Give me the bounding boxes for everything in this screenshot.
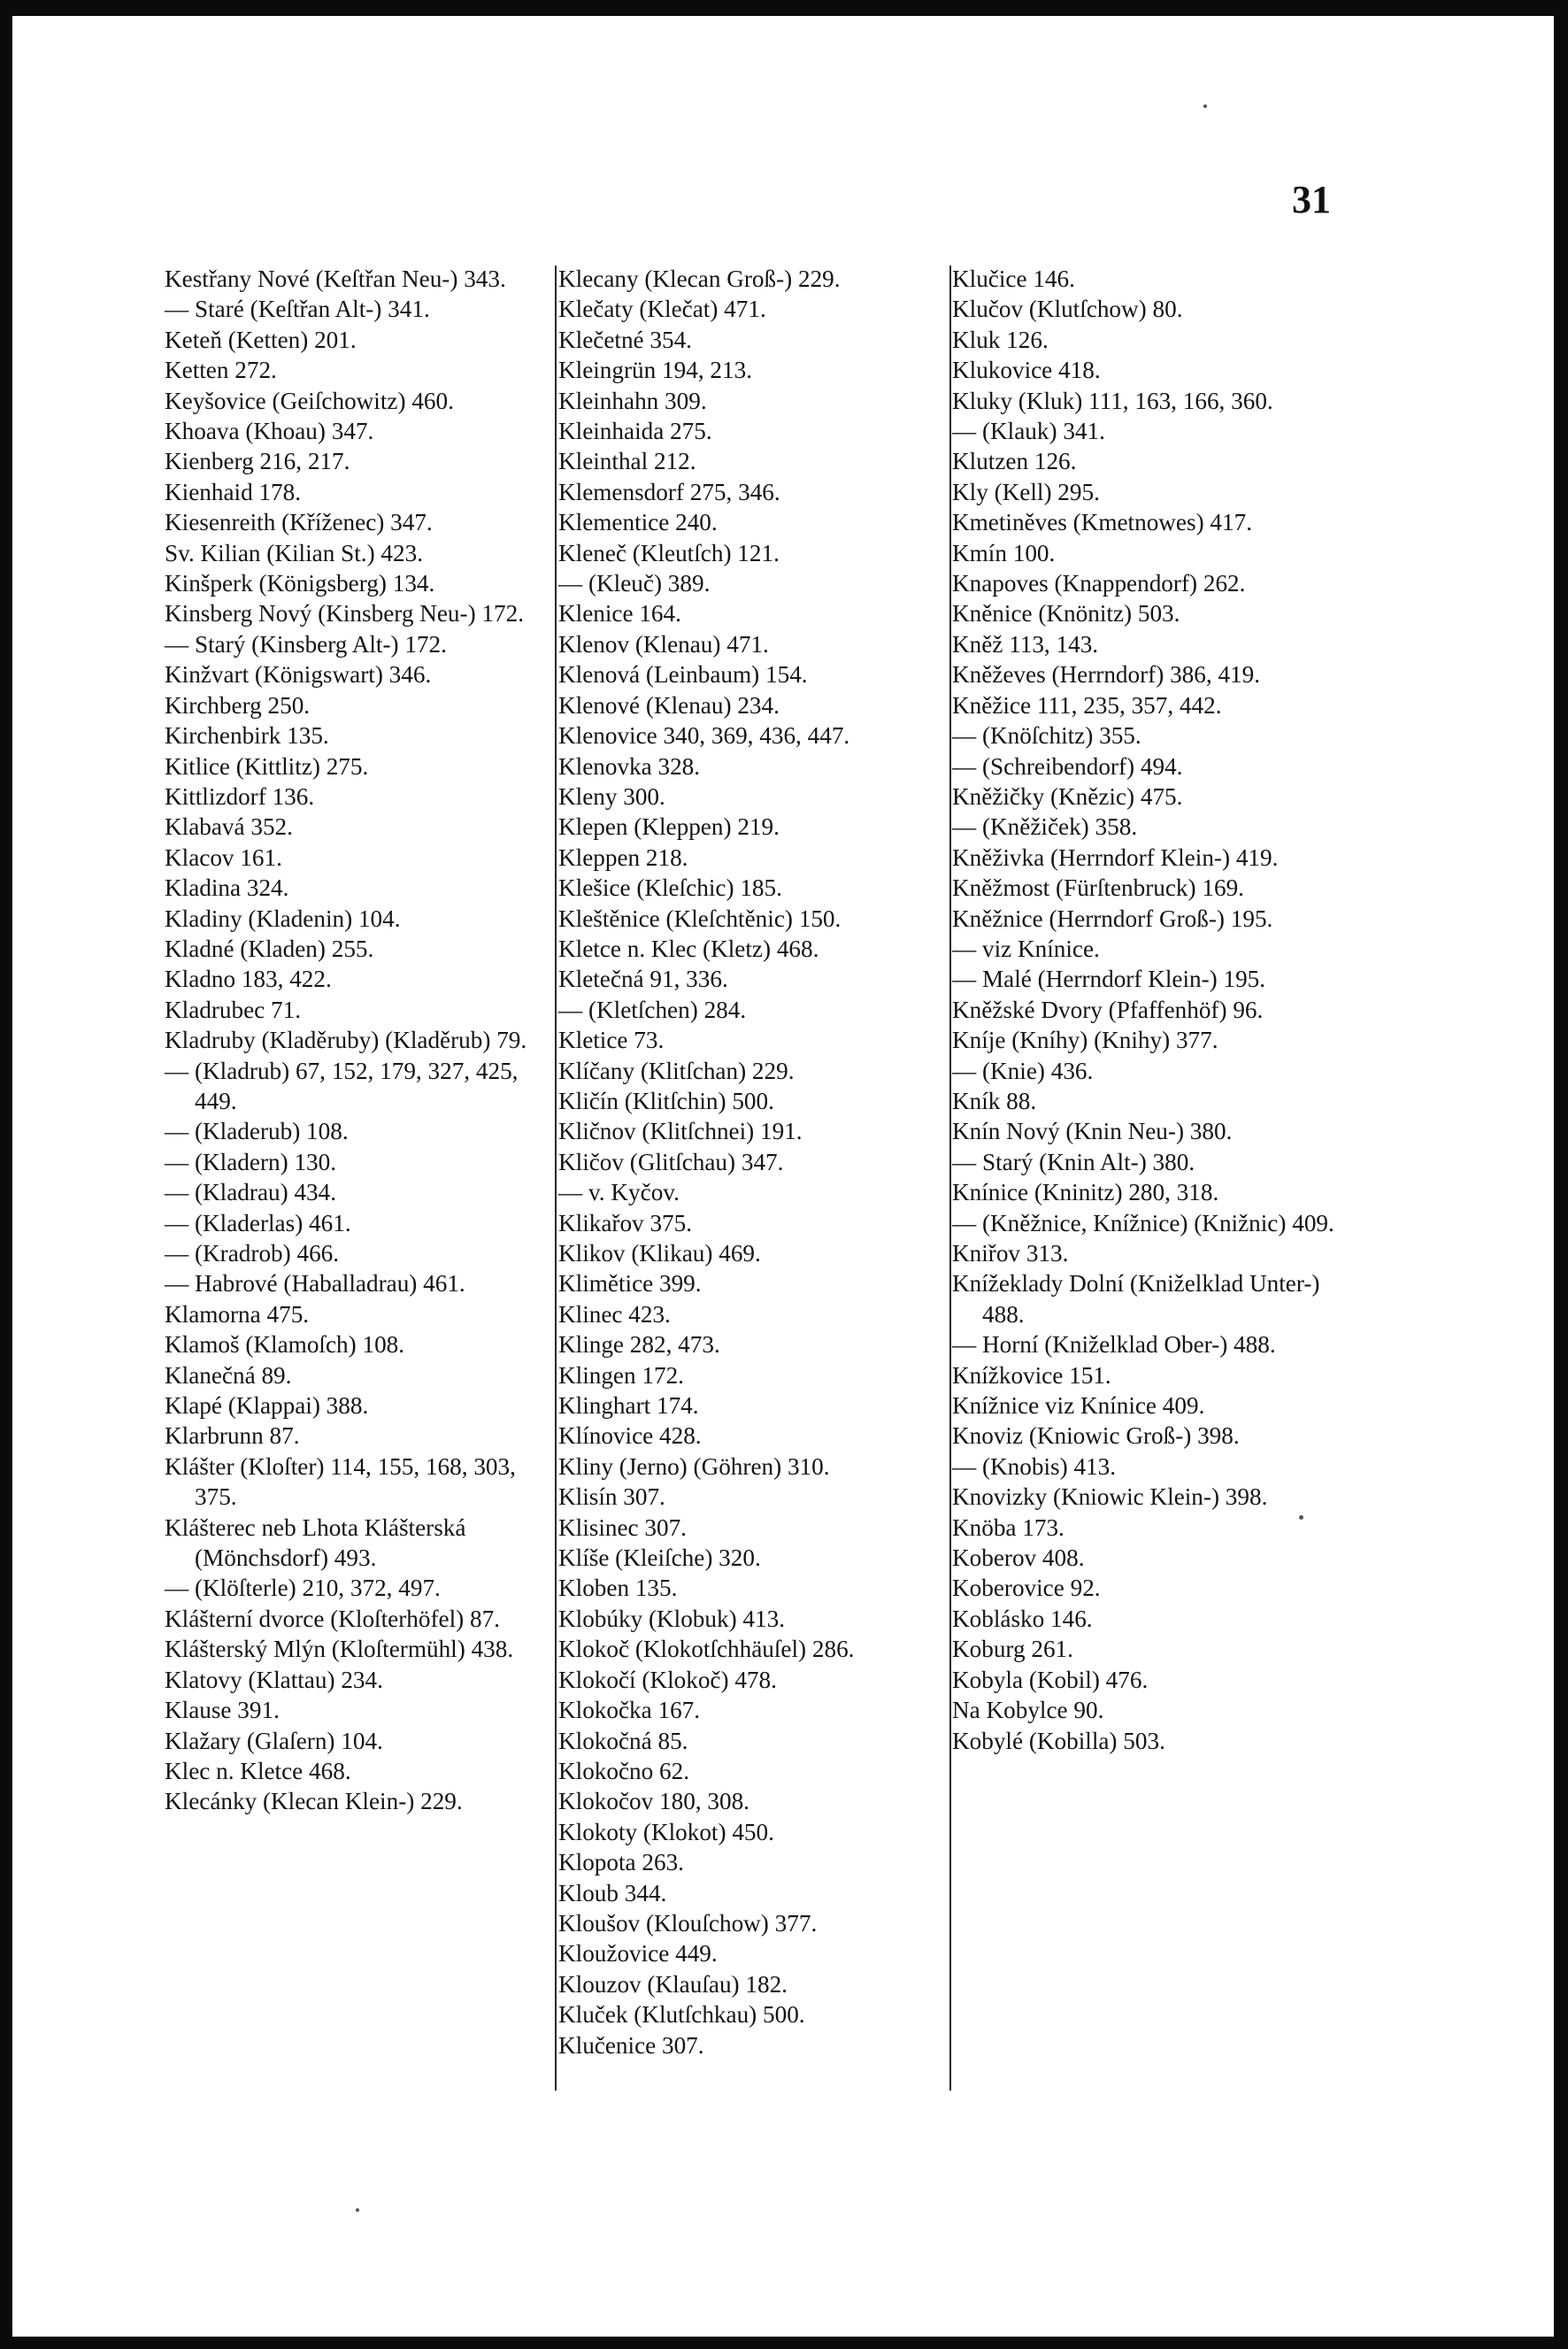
index-entry: Kleštěnice (Kleſchtěnic) 150. [558,905,842,932]
index-entry: Klinghart 174. [558,1392,699,1420]
index-entry: — (Kladerub) 108. [165,1118,349,1145]
page-number: 31 [1292,178,1331,221]
index-entry: Kladruby (Kladěruby) (Kladěrub) 79. [165,1027,527,1054]
index-entry: Kleinthal 212. [558,448,696,475]
index-entry: — (Kleuč) 389. [558,570,711,597]
index-entry: Klučenice 307. [558,2031,704,2059]
index-entry: Kitlice (Kittlitz) 275. [165,752,369,780]
index-entry: Klouzov (Klauſau) 182. [558,1970,788,1998]
index-entry: Kleneč (Kleutſch) 121. [558,539,780,566]
index-entry: Knín Nový (Knin Neu-) 380. [952,1118,1233,1145]
index-entry: Kladrubec 71. [165,996,302,1023]
column-divider [555,266,557,2091]
index-entry: Koburg 261. [952,1636,1073,1663]
index-entry: Kinžvart (Königswart) 346. [165,661,432,689]
index-entry: Kinšperk (Königsberg) 134. [165,570,435,597]
index-entry: Klokočov 180, 308. [558,1788,749,1815]
index-entry: Kladno 183, 422. [165,966,332,993]
index-entry: Klikov (Klikau) 469. [558,1240,761,1267]
index-entry: Klučov (Klutſchow) 80. [952,296,1183,323]
index-entry: — v. Kyčov. [558,1179,680,1206]
index-entry: Klečetné 354. [558,326,692,353]
index-entry: Kličín (Klitſchin) 500. [558,1087,774,1114]
index-column-3 [952,264,1341,1756]
index-entry: Kletečná 91, 336. [558,966,728,993]
index-entry: Klíše (Kleiſche) 320. [558,1544,761,1572]
index-entry: Kněžské Dvory (Pfaffenhöf) 96. [952,996,1264,1023]
index-entry: Kleny 300. [558,782,665,810]
index-entry: Kletice 73. [558,1027,665,1054]
index-entry: Klenovka 328. [558,752,701,780]
index-entry: Kněnice (Knönitz) 503. [952,600,1180,628]
index-entry: Kněžnice (Herrndorf Groß-) 195. [952,905,1273,932]
index-entry: Kladné (Kladen) 255. [165,935,374,962]
index-entry: Kladiny (Kladenin) 104. [165,905,401,932]
index-entry: Klíčany (Klitſchan) 229. [558,1057,795,1084]
index-entry: — (Klauk) 341. [952,418,1105,445]
index-entry: — (Kladrau) 434. [165,1179,337,1206]
scan-speck [356,2208,359,2212]
index-entry: Kletce n. Klec (Kletz) 468. [558,935,819,962]
index-entry: Klášter (Kloſter) 114, 155, 168, 303, 375. [165,1452,516,1511]
index-entry: Klopota 263. [558,1849,684,1876]
index-entry: Keyšovice (Geiſchowitz) 460. [165,387,454,414]
index-entry: Klenovice 340, 369, 436, 447. [558,722,850,750]
index-entry: — Staré (Keſtřan Alt-) 341. [165,296,430,323]
scan-speck [1299,1515,1303,1520]
index-entry: Klokočná 85. [558,1727,688,1754]
index-entry: — (Knöſchitz) 355. [952,722,1141,750]
index-entry: Kněžice 111, 235, 357, 442. [952,691,1222,719]
index-entry: Kobyla (Kobil) 476. [952,1666,1149,1693]
index-entry: Kloub 344. [558,1879,667,1906]
index-entry: — Malé (Herrndorf Klein-) 195. [952,966,1266,993]
index-entry: Kluk 126. [952,326,1049,353]
index-entry: Klikařov 375. [558,1209,693,1236]
index-entry: Kněž 113, 143. [952,630,1099,658]
index-entry: — (Kladern) 130. [165,1148,337,1175]
index-entry: Knovizky (Kniowic Klein-) 398. [952,1483,1268,1511]
index-entry: Kníje (Kníhy) (Knihy) 377. [952,1027,1218,1054]
index-entry: — Habrové (Haballadrau) 461. [165,1270,465,1298]
index-entry: Kittlizdorf 136. [165,782,315,810]
index-entry: Klingen 172. [558,1361,684,1389]
index-entry: — viz Knínice. [952,935,1100,962]
index-entry: Klukovice 418. [952,357,1101,384]
index-entry: Klešice (Kleſchic) 185. [558,874,782,902]
index-entry: Kobylé (Kobilla) 503. [952,1727,1165,1754]
index-entry: Kniřov 313. [952,1240,1069,1267]
index-entry: Kienhaid 178. [165,478,302,505]
index-entry: Kloben 135. [558,1575,678,1602]
index-entry: Knöba 173. [952,1513,1065,1541]
index-entry: Knížnice viz Knínice 409. [952,1392,1205,1420]
index-entry: — (Klöſterle) 210, 372, 497. [165,1575,441,1602]
scan-speck [1203,104,1207,108]
index-entry: Sv. Kilian (Kilian St.) 423. [165,539,423,566]
index-entry: — (Schreibendorf) 494. [952,752,1183,780]
index-entry: Kleppen 218. [558,843,688,871]
index-entry: Klamoš (Klamoſch) 108. [165,1331,405,1359]
index-column-2 [558,264,946,2060]
index-entry: Kirchenbirk 135. [165,722,329,750]
index-entry: — (Kletſchen) 284. [558,996,747,1023]
index-entry: Kněžičky (Knězic) 475. [952,782,1183,810]
index-entry: — (Kněžnice, Knížnice) (Knižnic) 409. [952,1209,1334,1236]
index-entry: Kněževes (Herrndorf) 386, 419. [952,661,1261,689]
index-entry: Klec n. Kletce 468. [165,1757,351,1784]
index-entry: Klisinec 307. [558,1513,687,1541]
index-column-1 [165,264,554,1817]
index-entry: Kličov (Glitſchau) 347. [558,1148,784,1175]
index-entry: Klecany (Klecan Groß-) 229. [558,266,841,292]
index-entry: — Starý (Kinsberg Alt-) 172. [165,630,447,658]
index-entry: Kleinhaida 275. [558,418,712,445]
index-entry: Kiesenreith (Kříženec) 347. [165,509,433,536]
index-entry: Kluky (Kluk) 111, 163, 166, 360. [952,387,1273,414]
index-entry: Klečaty (Klečat) 471. [558,296,766,323]
index-entry: Koberovice 92. [952,1575,1101,1602]
index-entry: Klokoty (Klokot) 450. [558,1818,774,1845]
index-entry: Klokočí (Klokoč) 478. [558,1666,777,1693]
index-entry: Na Kobylce 90. [952,1697,1104,1724]
index-entry: Ketten 272. [165,357,277,384]
index-entry: Koberov 408. [952,1544,1085,1572]
index-entry: Klenov (Klenau) 471. [558,630,769,658]
index-entry: Kinsberg Nový (Kinsberg Neu-) 172. [165,600,524,628]
index-entry: Klášterský Mlýn (Kloſtermühl) 438. [165,1636,514,1663]
index-entry: Knoviz (Kniowic Groß-) 398. [952,1422,1240,1450]
index-entry: Klínovice 428. [558,1422,702,1450]
index-entry: Keteň (Ketten) 201. [165,326,357,353]
index-entry: Kloušov (Klouſchow) 377. [558,1909,818,1937]
index-entry: — (Knobis) 413. [952,1452,1117,1480]
index-entry: Kladina 324. [165,874,289,902]
index-entry: Kněživka (Herrndorf Klein-) 419. [952,843,1279,871]
index-entry: Klepen (Kleppen) 219. [558,813,780,841]
index-entry: Klatovy (Klattau) 234. [165,1666,383,1693]
index-entry: Kleingrün 194, 213. [558,357,752,384]
index-entry: Kirchberg 250. [165,691,311,719]
index-entry: — (Kladrub) 67, 152, 179, 327, 425, 449. [165,1057,519,1114]
index-entry: Kličnov (Klitſchnei) 191. [558,1118,803,1145]
index-entry: Kienberg 216, 217. [165,448,350,475]
index-entry: Klementice 240. [558,509,718,536]
index-entry: Klisín 307. [558,1483,665,1511]
index-entry: Kliny (Jerno) (Göhren) 310. [558,1452,830,1480]
index-entry: — (Kladerlas) 461. [165,1209,351,1236]
index-entry: — Starý (Knin Alt-) 380. [952,1148,1195,1175]
index-entry: — (Kněžiček) 358. [952,813,1138,841]
index-entry: Knížkovice 151. [952,1361,1111,1389]
index-entry: Klučice 146. [952,266,1075,292]
index-entry: Klemensdorf 275, 346. [558,478,780,505]
index-entry: Klášterní dvorce (Kloſterhöfel) 87. [165,1605,500,1632]
index-entry: Klokoč (Klokotſchhäuſel) 286. [558,1636,855,1663]
index-entry: Kly (Kell) 295. [952,478,1100,505]
index-entry: — (Knie) 436. [952,1057,1094,1084]
index-entry: Klapé (Klappai) 388. [165,1392,369,1420]
index-entry: Kluček (Klutſchkau) 500. [558,2001,805,2029]
index-entry: Klinge 282, 473. [558,1331,720,1359]
index-entry: Klamorna 475. [165,1300,310,1328]
index-entry: Klenové (Klenau) 234. [558,691,780,719]
index-entry: Kestřany Nové (Keſtřan Neu-) 343. [165,266,506,292]
index-entry: Klášterec neb Lhota Klášterská (Mönchsdorf) 493. [165,1513,466,1572]
index-entry: Klutzen 126. [952,448,1077,475]
index-entry: Klokočno 62. [558,1757,690,1784]
index-entry: Kloužovice 449. [558,1940,718,1968]
index-entry: Khoava (Khoau) 347. [165,418,374,445]
index-entry: Klenice 164. [558,600,681,628]
index-entry: Klobúky (Klobuk) 413. [558,1605,785,1632]
column-divider [949,266,951,2091]
index-entry: Klarbrunn 87. [165,1422,300,1450]
index-entry: — Horní (Kniželklad Ober-) 488. [952,1331,1276,1359]
index-entry: Kník 88. [952,1087,1037,1114]
index-entry: Klause 391. [165,1697,280,1724]
index-entry: Kmetiněves (Kmetnowes) 417. [952,509,1253,536]
index-entry: Klanečná 89. [165,1361,292,1389]
index-entry: Klinec 423. [558,1300,671,1328]
index-entry: Knínice (Kninitz) 280, 318. [952,1179,1219,1206]
index-entry: Kleinhahn 309. [558,387,707,414]
index-entry: Klacov 161. [165,843,282,871]
index-entry: Kněžmost (Fürſtenbruck) 169. [952,874,1244,902]
index-entry: Koblásko 146. [952,1605,1093,1632]
index-entry: Klažary (Glaſern) 104. [165,1727,383,1754]
index-entry: Klecánky (Klecan Klein-) 229. [165,1788,463,1815]
index-entry: Klabavá 352. [165,813,293,841]
index-entry: Klenová (Leinbaum) 154. [558,661,808,689]
index-entry: Klokočka 167. [558,1697,701,1724]
index-entry: Knapoves (Knappendorf) 262. [952,570,1246,597]
index-entry: Klimětice 399. [558,1270,702,1298]
index-entry: Kmín 100. [952,539,1056,566]
index-entry: Knížeklady Dolní (Kniželklad Unter-) 488. [952,1270,1320,1328]
index-entry: — (Kradrob) 466. [165,1240,340,1267]
